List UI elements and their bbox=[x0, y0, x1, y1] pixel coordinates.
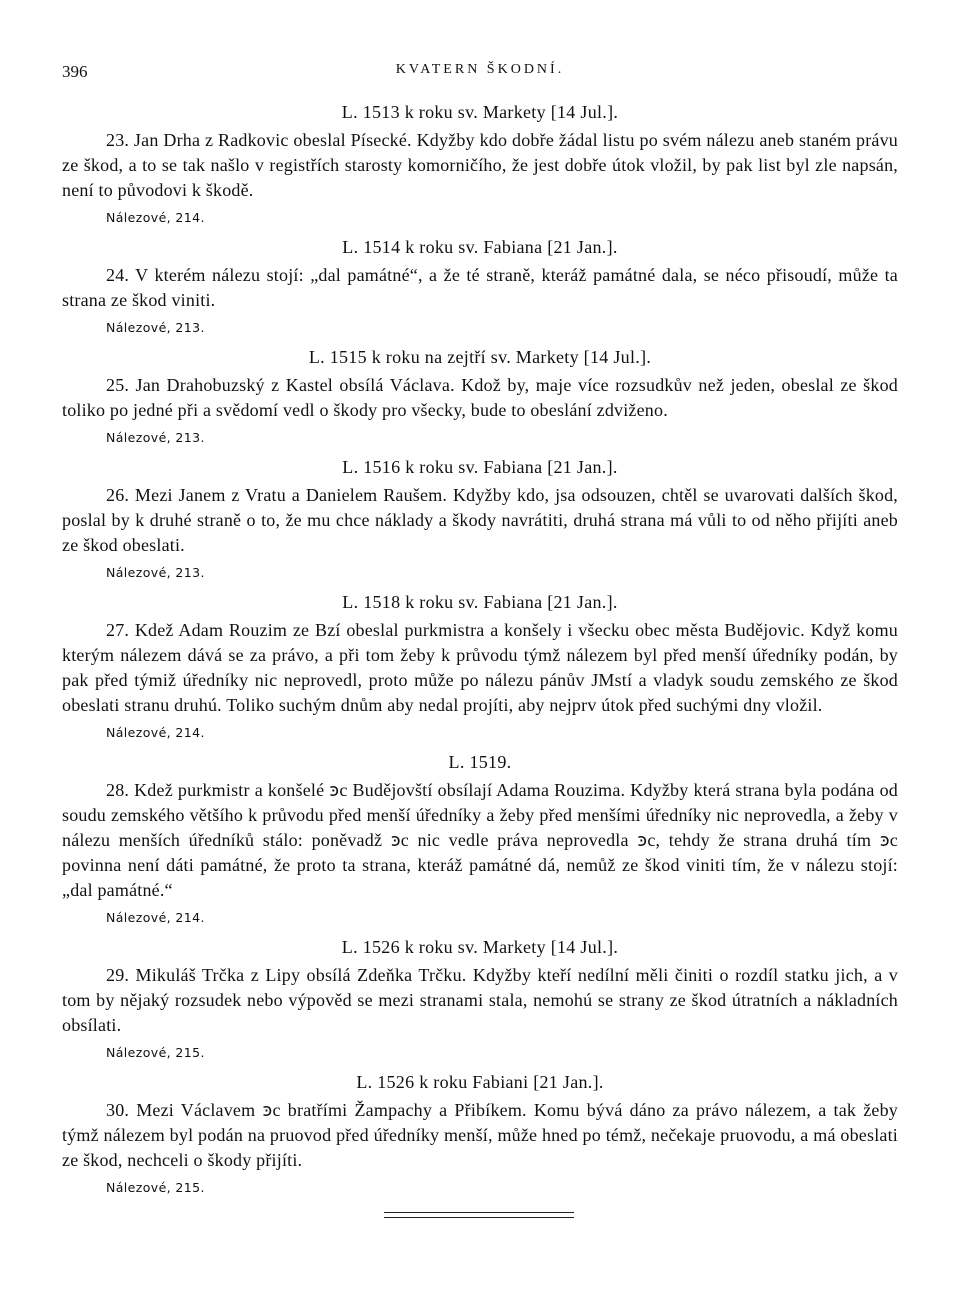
source-citation: Nálezové, 214. bbox=[106, 210, 205, 225]
source-citation: Nálezové, 213. bbox=[106, 565, 205, 580]
source-citation: Nálezové, 214. bbox=[106, 725, 205, 740]
entry bbox=[62, 1070, 898, 1199]
entry-text: 26. Mezi Janem z Vratu a Danielem Raušem. Kdyžby kdo, jsa odsouzen, chtěl se uvarovati dalších škod, poslal by k druhé straně o to, že mu chce náklady a škody navrátiti, druhá strana má vůli to od něho přijíti aneb ze škod obeslati. bbox=[62, 485, 898, 555]
entry-text: 27. Kdež Adam Rouzim ze Bzí obeslal purkmistra a konšely i všecku obec města Budějovic. Když komu kterým nálezem dává se za právo, a při tom žeby k průvodu týmž nálezem byl před menší úředníky podán, by pak před týmiž úředníky nic neprovedl, proto může po nálezu pánův JMstí a vladyk soudu zemského ze škod obeslati stranu druhú. Toliko suchým dnům aby nedal projíti, aby nejprv útok před suchými dny vložil. bbox=[62, 620, 898, 715]
entry-heading: L. 1519. bbox=[448, 752, 512, 772]
entry bbox=[62, 590, 898, 744]
entry-heading: L. 1515 k roku na zejtří sv. Markety [14 Jul.]. bbox=[308, 347, 652, 367]
entry-text: 30. Mezi Václavem ꜿc bratřími Žampachy a Přibíkem. Komu bývá dáno za právo nálezem, a tak žeby týmž nálezem byl podán na pruovod před úředníky menší, může hned po témž, nečekaje pruovodu, a má obeslati ze škod, nechceli o škody přijíti. bbox=[62, 1100, 898, 1170]
entry-heading: L. 1526 k roku Fabiani [21 Jan.]. bbox=[356, 1072, 604, 1092]
entry-heading: L. 1514 k roku sv. Fabiana [21 Jan.]. bbox=[342, 237, 618, 257]
entry-text: 28. Kdež purkmistr a konšelé ꜿc Budějovští obsílají Adama Rouzima. Kdyžby která strana byla podána od soudu zemského většího k průvodu před menší úředníky a žeby před menšími úředníky nic neprovedla, a žeby v nálezu menších úředníků stálo: poněvadž ꜿc nic vedle práva neprovedla ꜿc, tehdy že strana druhá tím ꜿc povinna není dáti památné, že proto ta strana, kteráž památné dá, nemůž ze škod viniti tím, že v nálezu stojí: „dal památné.“ bbox=[62, 780, 898, 900]
source-citation: Nálezové, 214. bbox=[106, 910, 205, 925]
source-citation: Nálezové, 213. bbox=[106, 430, 205, 445]
entry bbox=[62, 935, 898, 1064]
entry-text: 23. Jan Drha z Radkovic obeslal Písecké. Kdyžby kdo dobře žádal listu po svém nálezu aneb staném právu ze škod, a to se tak našlo v registřích starosty komorničího, že jest dobře útok vložil, by pak list byl zle napsán, není to původovi k škodě. bbox=[62, 130, 898, 200]
entry bbox=[62, 750, 898, 929]
entry bbox=[62, 455, 898, 584]
source-citation: Nálezové, 215. bbox=[106, 1180, 205, 1195]
end-rule-divider bbox=[384, 1212, 574, 1218]
page-number: 396 bbox=[62, 62, 88, 81]
entry-heading: L. 1513 k roku sv. Markety [14 Jul.]. bbox=[341, 102, 619, 122]
entry bbox=[62, 100, 898, 229]
entry-heading: L. 1518 k roku sv. Fabiana [21 Jan.]. bbox=[342, 592, 618, 612]
source-citation: Nálezové, 213. bbox=[106, 320, 205, 335]
entry-text: 29. Mikuláš Trčka z Lipy obsílá Zdeňka Trčku. Kdyžby kteří nedílní měli činiti o rozdíl statku jich, a v tom by nějaký rozsudek nebo výpověd se mezi stranami stala, nemohú se strany ze škod útratních a nákladních obsílati. bbox=[62, 965, 898, 1035]
entry bbox=[62, 235, 898, 339]
entry bbox=[62, 345, 898, 449]
page-body bbox=[62, 100, 898, 1205]
entry-text: 24. V kterém nálezu stojí: „dal památné“, a že té straně, kteráž památné dala, se néco přisoudí, může ta strana ze škod viniti. bbox=[62, 265, 898, 310]
running-head: KVATERN ŠKODNÍ. bbox=[395, 62, 565, 77]
source-citation: Nálezové, 215. bbox=[106, 1045, 205, 1060]
entry-heading: L. 1516 k roku sv. Fabiana [21 Jan.]. bbox=[342, 457, 618, 477]
entry-text: 25. Jan Drahobuzský z Kastel obsílá Václava. Kdož by, maje více rozsudkův než jeden, obeslal ze škod toliko po jedné při a svědomí vedl o škody pro všecky, bude to obeslání zdviženo. bbox=[62, 375, 898, 420]
entry-heading: L. 1526 k roku sv. Markety [14 Jul.]. bbox=[341, 937, 619, 957]
